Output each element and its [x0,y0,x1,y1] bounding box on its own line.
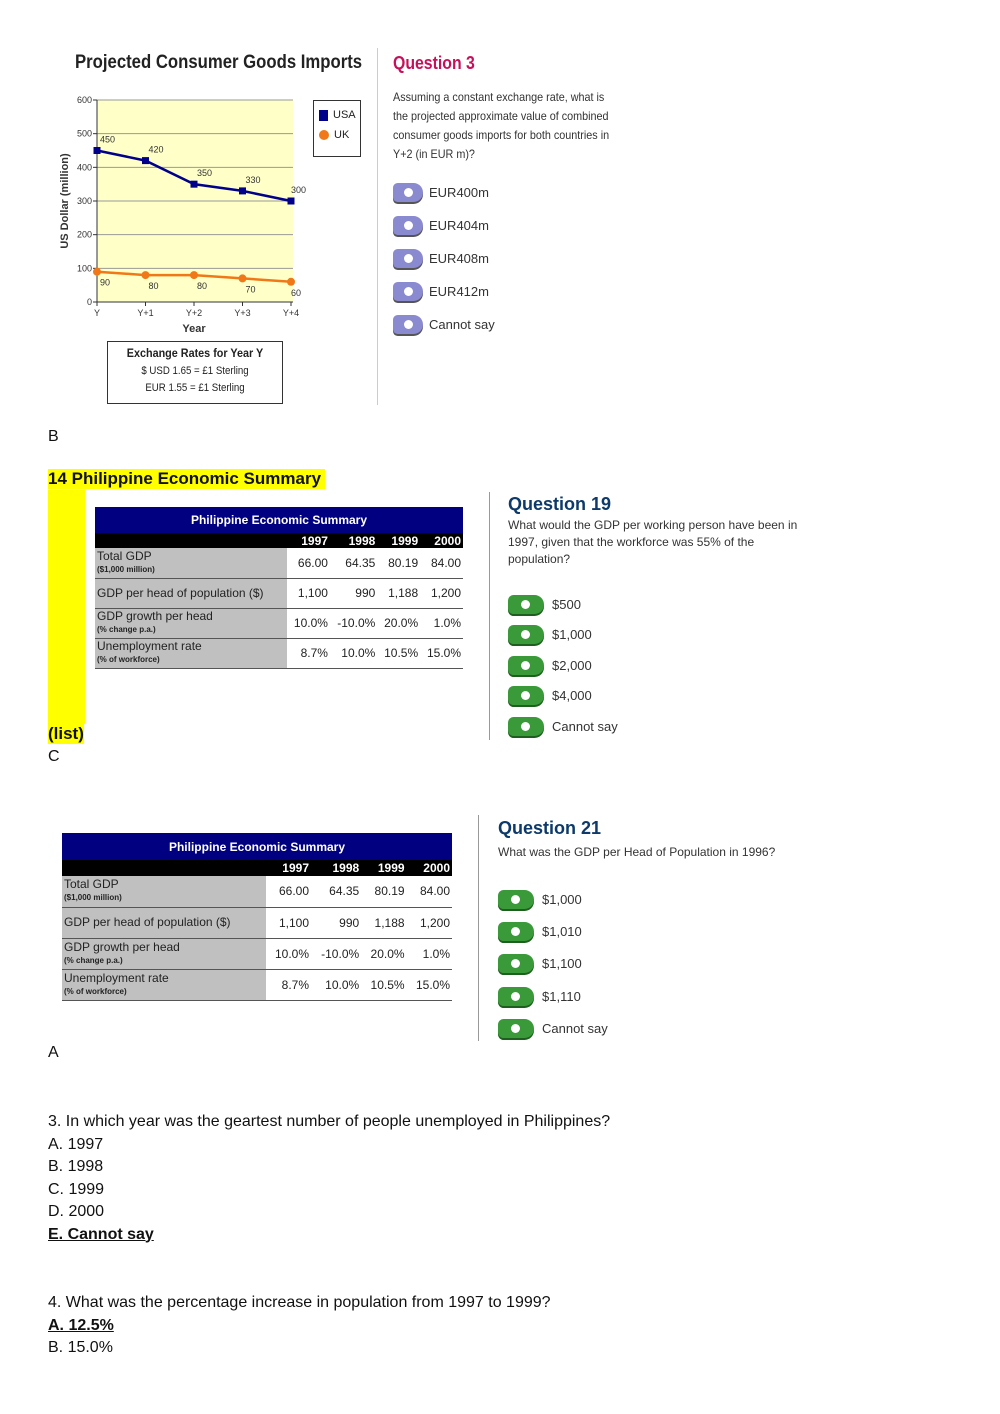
option-label: $1,110 [542,988,581,1004]
answer-option: B. 15.0% [48,1339,113,1356]
table-cell: 20.0% [361,938,406,969]
divider [377,48,378,405]
chart-legend [313,100,361,157]
option-label: Cannot say [552,718,618,734]
q19-option[interactable] [508,681,618,712]
table-cell: 80.19 [361,876,406,907]
row-label [62,907,266,938]
table-cell: 20.0% [377,608,420,638]
table-cell: 64.35 [311,876,361,907]
radio-button-icon[interactable] [393,183,423,202]
radio-button-icon[interactable] [393,216,423,235]
table-cell: 8.7% [266,969,311,1000]
x-axis-label: Year [182,323,206,335]
data-point [191,181,198,188]
exchange-usd: $ USD 1.65 = £1 Sterling [141,365,249,377]
y-tick-label: 600 [76,95,92,105]
table-cell: 15.0% [420,638,463,668]
table-title: Philippine Economic Summary [95,507,463,533]
q21-option[interactable] [498,915,608,947]
row-label [95,548,287,578]
year-header: 1997 [266,860,311,876]
data-label: 90 [100,277,111,288]
year-header: 1998 [311,860,361,876]
q3-option[interactable] [393,308,495,341]
table-cell: 64.35 [330,548,377,578]
option-label: $500 [552,596,581,612]
option-label: EUR400m [429,185,489,200]
q3-options [393,176,495,341]
option-label: EUR408m [429,251,489,266]
q21-option[interactable] [498,980,608,1012]
radio-button-icon[interactable] [498,954,534,973]
data-point [94,147,101,154]
year-header: 1999 [377,533,420,548]
data-point [288,198,295,205]
q3-title: Question 3 [393,53,475,73]
list-label: (list) [48,724,84,743]
y-tick-label: 100 [76,263,92,274]
x-tick-label: Y [93,308,101,318]
y-axis-label: US Dollar (million) [59,153,71,249]
row-label [62,938,266,969]
row-label [95,578,287,608]
exchange-title: Exchange Rates for Year Y [126,346,264,360]
table-cell: 10.0% [330,638,377,668]
table-row [95,578,463,608]
data-point [142,157,149,164]
x-tick-label: Y+2 [185,308,203,318]
row-label [95,608,287,638]
row-label [95,638,287,668]
option-label: Cannot say [429,317,495,332]
x-tick-label: Y+1 [137,308,154,318]
row-label-text: GDP growth per head [64,939,180,954]
table-cell: 10.5% [361,969,406,1000]
q21-text: What was the GDP per Head of Population in 1996? [498,845,776,859]
radio-button-icon[interactable] [393,282,423,301]
label-a: A [48,1044,59,1061]
data-point [190,271,198,279]
table-row [62,969,452,1000]
table-row [95,548,463,578]
data-point [239,274,247,282]
divider [478,815,479,1041]
row-label-text: Total GDP [64,877,119,892]
radio-button-icon[interactable] [498,987,534,1006]
uk-swatch-icon [319,130,329,140]
row-sublabel: (% change p.a.) [64,955,123,965]
answer-option: D. 2000 [48,1203,105,1220]
q19-text: What would the GDP per working person have been in 1997, given that the workforce was 55% of the population? [508,518,798,566]
table-row [95,608,463,638]
q21-option[interactable] [498,1012,608,1044]
exchange-rate-box [107,341,283,404]
option-label: EUR404m [429,218,489,233]
q3-option[interactable] [393,275,495,308]
radio-button-icon[interactable] [393,249,423,268]
table-cell: 15.0% [407,969,452,1000]
q21-option[interactable] [498,883,608,915]
data-label: 80 [148,281,159,292]
table-cell: 990 [330,578,377,608]
table-cell: 10.5% [377,638,420,668]
radio-button-icon[interactable] [508,686,544,705]
row-sublabel: (% change p.a.) [97,625,156,634]
divider [489,492,490,740]
table-cell: 1.0% [407,938,452,969]
radio-button-icon[interactable] [508,717,544,736]
answer-option: B. 1998 [48,1158,104,1175]
data-label: 80 [197,281,208,292]
legend-usa: USA [333,109,356,121]
q19-title: Question 19 [508,494,612,514]
table-cell: 1,188 [377,578,420,608]
correct-answer: A. 12.5% [48,1316,114,1334]
table-cell: 1,100 [266,907,311,938]
year-header: 2000 [420,533,463,548]
row-sublabel: ($1,000 million) [64,893,122,903]
label-c: C [48,748,60,765]
table-cell: 10.0% [311,969,361,1000]
table-row [62,938,452,969]
row-label [62,969,266,1000]
economic-summary-table [95,507,463,669]
table-cell: -10.0% [330,608,377,638]
y-tick-label: 0 [86,297,92,307]
label-b: B [48,428,59,445]
legend-uk: UK [334,129,350,141]
row-label [62,876,266,907]
option-label: $1,100 [542,956,582,972]
row-label-text: GDP per head of population ($) [97,585,264,600]
table-cell: 1,200 [420,578,463,608]
q3-text: Assuming a constant exchange rate, what is the projected approximate value of combined consumer goods imports for both countries in Y+2 (in EUR m)? [393,90,610,161]
q21-title: Question 21 [498,818,602,838]
option-label: Cannot say [542,1020,608,1036]
row-label-text: Unemployment rate [97,639,202,653]
table-cell: 84.00 [407,876,452,907]
radio-button-icon[interactable] [393,315,423,334]
data-label: 300 [291,185,307,195]
table-cell: 1,188 [361,907,406,938]
row-label-text: Unemployment rate [64,970,169,985]
row-label-text: GDP per head of population ($) [64,915,231,929]
year-header: 2000 [407,860,452,876]
data-label: 450 [100,134,116,145]
row-label-text: GDP growth per head [97,609,213,623]
row-sublabel: (% of workforce) [97,655,160,664]
table-cell: 1,200 [407,907,452,938]
data-label: 60 [291,287,302,298]
section-heading: 14 Philippine Economic Summary [48,469,325,489]
table-cell: 1,100 [287,578,330,608]
economic-summary-table-2 [62,833,452,1001]
correct-answer: E. Cannot say [48,1225,154,1243]
question-text: 3. In which year was the geartest number of people unemployed in Philippines? [48,1113,611,1130]
table-cell: 1.0% [420,608,463,638]
table-cell: 84.00 [420,548,463,578]
highlight-block [48,490,85,724]
line-chart [60,85,320,340]
table-cell: -10.0% [311,938,361,969]
table-cell: 80.19 [377,548,420,578]
year-header: 1998 [330,533,377,548]
data-point [93,268,101,276]
data-label: 70 [245,284,256,295]
chart-title: Projected Consumer Goods Imports [75,52,363,73]
table-cell: 66.00 [266,876,311,907]
table-cell: 8.7% [287,638,330,668]
data-point [287,278,295,286]
q19-option[interactable] [508,620,618,651]
q19-option[interactable] [508,650,618,681]
radio-button-icon[interactable] [508,656,544,675]
q3-option[interactable] [393,242,495,275]
table-cell: 66.00 [287,548,330,578]
table-title: Philippine Economic Summary [62,833,452,860]
table-row [62,907,452,938]
y-tick-label: 400 [76,162,92,173]
row-sublabel: (% of workforce) [64,986,127,996]
q21-options [498,883,608,1044]
table-row [62,876,452,907]
table-row [95,638,463,668]
option-label: $1,000 [552,627,592,643]
answer-option: A. 1997 [48,1135,104,1153]
q21-option[interactable] [498,948,608,980]
table-cell: 990 [311,907,361,938]
y-tick-label: 200 [76,229,92,240]
y-tick-label: 300 [76,196,92,206]
usa-swatch-icon [319,110,328,121]
table-cell: 10.0% [266,938,311,969]
y-tick-label: 500 [76,128,92,139]
option-label: EUR412m [429,284,489,299]
radio-button-icon[interactable] [508,595,544,614]
option-label: $1,010 [542,923,582,939]
question-4 [48,1292,551,1360]
question-3 [48,1111,610,1246]
x-tick-label: Y+4 [282,308,300,318]
question-text: 4. What was the percentage increase in population from 1997 to 1999? [48,1294,551,1311]
q19-option[interactable] [508,711,618,742]
data-label: 330 [245,174,261,185]
x-tick-label: Y+3 [234,308,251,318]
year-header: 1999 [361,860,406,876]
radio-button-icon[interactable] [498,1019,534,1038]
radio-button-icon[interactable] [498,922,534,941]
year-header: 1997 [287,533,330,548]
q19-options [508,589,618,742]
data-point [142,271,150,279]
radio-button-icon[interactable] [498,890,534,909]
q3-option[interactable] [393,209,495,242]
option-label: $2,000 [552,657,592,673]
exchange-eur: EUR 1.55 = £1 Sterling [145,382,245,394]
option-label: $1,000 [542,891,582,907]
q19-option[interactable] [508,589,618,620]
answer-option: C. 1999 [48,1180,105,1198]
row-label-text: Total GDP [97,548,152,563]
radio-button-icon[interactable] [508,625,544,644]
data-label: 420 [148,144,164,155]
row-sublabel: ($1,000 million) [97,564,155,574]
table-cell: 10.0% [287,608,330,638]
option-label: $4,000 [552,688,592,704]
data-label: 350 [197,168,213,179]
q3-option[interactable] [393,176,495,209]
data-point [239,187,246,194]
